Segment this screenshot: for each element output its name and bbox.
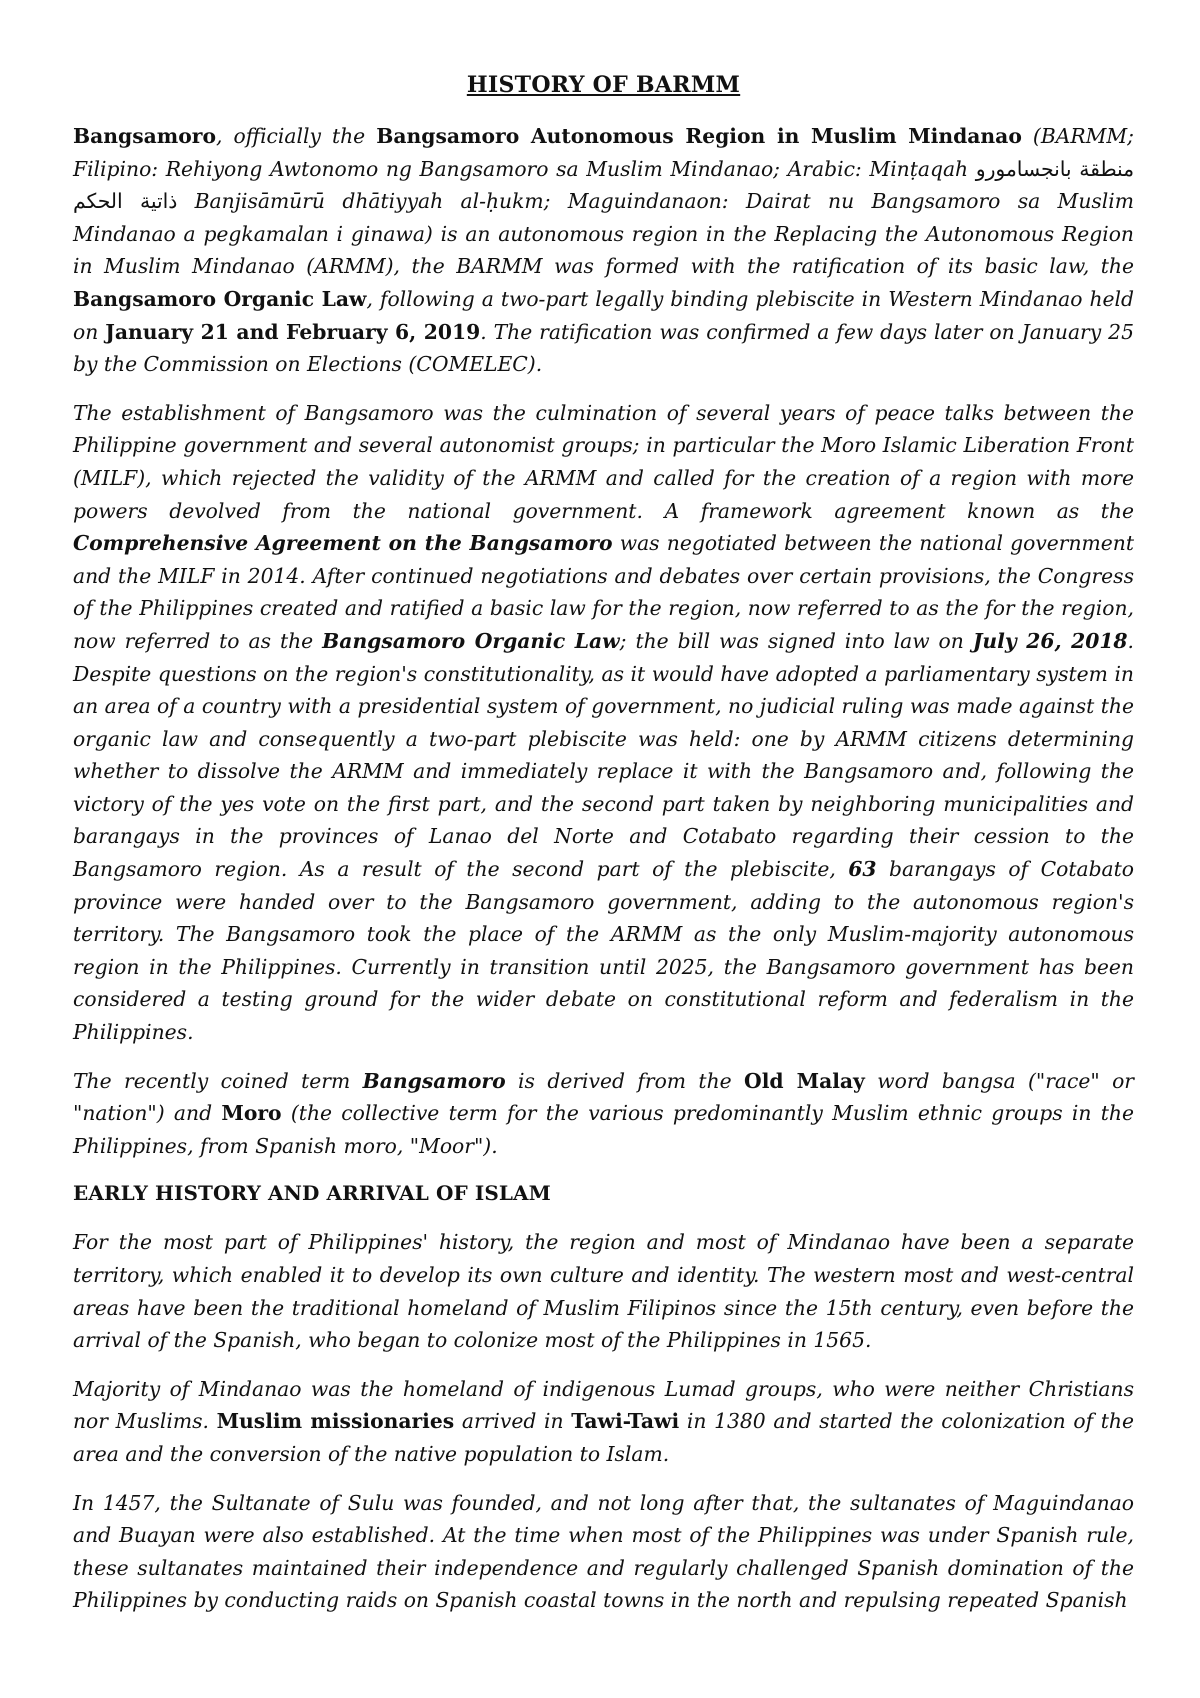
early-history-paragraph: For the most part of Philippines' history, the region and most of Mindanao have been a separate territory, which enabled it to develop its own culture and identity. The western most and west-central areas have been the traditional homeland of Muslim Filipinos since the 15th century, even before the arrival of the Spanish, who began to colonize most of the Philippines in 1565. [73, 1230, 1134, 1353]
bold-term: Muslim missionaries [216, 1409, 455, 1434]
establishment-paragraph: The establishment of Bangsamoro was the culmination of several years of peace talks between the Philippine government and several autonomist groups; in particular the Moro Islamic Liberation Front (MILF), which rejected the validity of the ARMM and called for the creation of a region with more powers devolved from the national government. A framework agreement known as the Comprehensive Agreement on the Bangsamoro was negotiated between the national government and the MILF in 2014. After continued negotiations and debates over certain provisions, the Congress of the Philippines created and ratified a basic law for the region, now referred to as the for the region, now referred to as the Bangsamoro Organic Law; the bill was signed into law on July 26, 2018. Despite questions on the region's constitutionality, as it would have adopted a parliamentary system in an area of a country with a presidential system of government, no judicial ruling was made against the organic law and consequently a two-part plebiscite was held: one by ARMM citizens determining whether to dissolve the ARMM and immediately replace it with the Bangsamoro and, following the victory of the yes vote on the first part, and the second part taken by neighboring municipalities and barangays in the provinces of Lanao del Norte and Cotabato regarding their cession to the Bangsamoro region. As a result of the second part of the plebiscite, 63 barangays of Cotabato province were handed over to the Bangsamoro government, adding to the autonomous region's territory. The Bangsamoro took the place of the ARMM as the only Muslim-majority autonomous region in the Philippines. Currently in transition until 2025, the Bangsamoro government has been considered a testing ground for the wider debate on constitutional reform and federalism in the Philippines. [73, 400, 1135, 1045]
document-title: HISTORY OF BARMM [466, 72, 741, 98]
bold-term: Bangsamoro Autonomous Region in Muslim Mindanao [376, 124, 1022, 148]
sultanates-paragraph: In 1457, the Sultanate of Sulu was founded, and not long after that, the sultanates of Maguindanao and Buayan were also established. At the time when most of the Philippines was under Spanish rule, these sultanates maintained their independence and regularly challenged Spanish domination of the Philippines by conducting raids on Spanish coastal towns in the north and repulsing repeated Spanish [73, 1490, 1134, 1613]
lumad-paragraph: Majority of Mindanao was the homeland of indigenous Lumad groups, who were neither Christians nor Muslims. Muslim missionaries arrived in Tawi-Tawi in 1380 and started the colonization of the area and the conversion of the native population to Islam. [73, 1376, 1134, 1466]
etymology-paragraph: The recently coined term Bangsamoro is derived from the Old Malay word bangsa ("race" or "nation") and Moro (the collective term for the various predominantly Muslim ethnic groups in the Philippines, from Spanish moro, "Moor"). [73, 1068, 1134, 1158]
arabic-name: منطقة بانجسامورو ذاتية الحكم [73, 156, 1134, 214]
section-heading: EARLY HISTORY AND ARRIVAL OF ISLAM [73, 1181, 551, 1206]
bold-term: Old Malay [744, 1068, 865, 1093]
bold-term: Bangsamoro Organic Law [73, 286, 367, 311]
bold-date: January 21 and February 6, 2019 [105, 319, 481, 344]
intro-paragraph: Bangsamoro, officially the Bangsamoro Autonomous Region in Muslim Mindanao (BARMM; Filipino: Rehiyong Awtonomo ng Bangsamoro sa Muslim Mindanao; Arabic: Minṭaqah منطقة بانجسامورو ذاتية الحكم Banjisāmūrū dhātiyyah al-ḥukm; Maguindanaon: Dairat nu Bangsamoro sa Muslim Mindanao a pegkamalan i ginawa) is an autonomous region in the Replacing the Autonomous Region in Muslim Mindanao (ARMM), the BARMM was formed with the ratification of its basic law, the Bangsamoro Organic Law, following a two-part legally binding plebiscite in Western Mindanao held on January 21 and February 6, 2019. The ratification was confirmed a few days later on January 25 by the Commission on Elections (COMELEC). [73, 124, 1135, 377]
bold-number: 63 [848, 857, 877, 882]
bold-date: July 26, 2018 [972, 628, 1128, 653]
bold-term: Comprehensive Agreement on the Bangsamoro [73, 531, 613, 556]
bold-term: Moro [221, 1101, 282, 1126]
bold-term: Tawi-Tawi [571, 1409, 680, 1434]
bold-term: Bangsamoro [73, 124, 216, 148]
bold-term: Bangsamoro [362, 1068, 506, 1093]
bold-term: Bangsamoro Organic Law [322, 628, 620, 653]
